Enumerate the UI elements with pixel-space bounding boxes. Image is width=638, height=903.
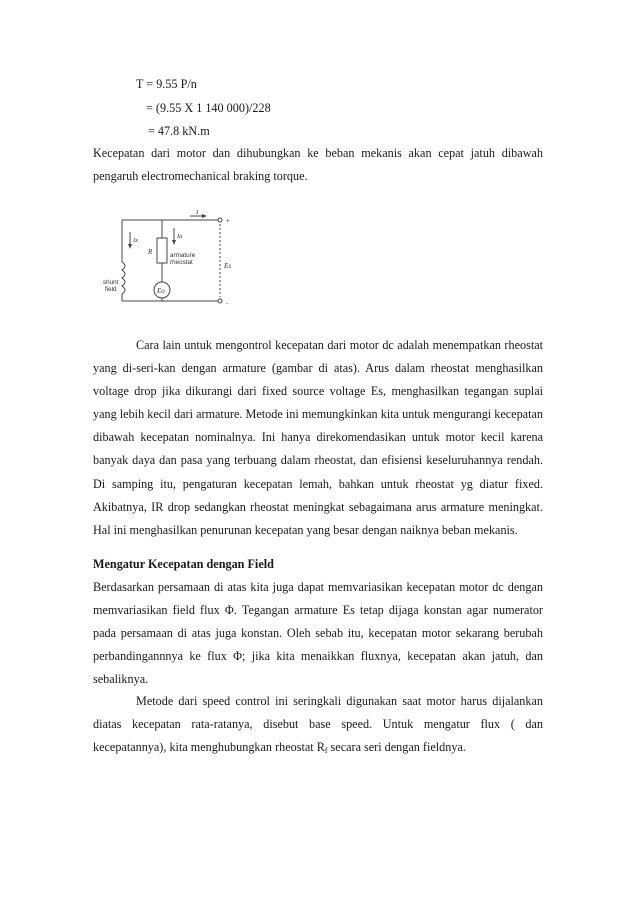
label-minus: - — [226, 300, 229, 307]
equation-line-3: = 47.8 kN.m — [148, 124, 210, 138]
paragraph-braking: Kecepatan dari motor dan dihubungkan ke beban mekanis akan cepat jatuh dibawah pengaruh electromechanical braking torque. — [93, 146, 543, 184]
label-plus: + — [226, 218, 230, 225]
positive-terminal — [218, 218, 222, 222]
label-i: I — [196, 210, 199, 216]
label-ix: Ix — [133, 237, 139, 244]
armature-rheostat — [157, 238, 167, 263]
paragraph-speed-control-main: Metode dari speed control ini seringkali digunakan saat motor harus dijalankan diatas kecepatan rata-ratanya, disebut base speed. Untuk mengatur flux ( dan kecepatannya), kita menghubungkan rheostat R — [93, 694, 543, 755]
circuit-diagram — [100, 210, 250, 310]
equation-line-2: = (9.55 X 1 140 000)/228 — [146, 101, 271, 115]
section-heading: Mengatur Kecepatan dengan Field — [93, 557, 274, 571]
paragraph-armature-rheostat: Cara lain untuk mengontrol kecepatan dari motor dc adalah menempatkan rheostat yang di-seri-kan dengan armature (gambar di atas). Arus dalam rheostat menghasilkan voltage drop jika dikurangi dari fixed source voltage Es, menghasilkan tegangan suplai yang lebih kecil dari armature. Metode ini memungkinkan kita untuk mengurangi kecepatan dibawah kecepatan nominalnya. Ini hanya direkomendasikan untuk motor kecil karena banyak daya dan pasa yang terbuang dalam rheostat, dan efisiensi keseluruhannya rendah. Di samping itu, pengaturan kecepatan lemah, bahkan untuk rheostat yg diatur fixed. Akibatnya, IR drop sedangkan rheostat meningkat sebagaimana arus armature meningkat. Hal ini menghasilkan penurunan kecepatan yang besar dengan naiknya beban mekanis. — [93, 338, 543, 537]
paragraph-speed-control-end: secara seri dengan fieldnya. — [327, 740, 466, 755]
shunt-field-coil — [122, 262, 125, 294]
circuit-svg — [100, 210, 250, 310]
label-ia: Ia — [177, 233, 183, 240]
negative-terminal — [218, 299, 222, 303]
label-r: R — [148, 248, 153, 256]
paragraph-field-flux: Berdasarkan persamaan di atas kita juga dapat memvariasikan kecepatan motor dc dengan memvariasikan field flux Φ. Tegangan armature Es tetap dijaga konstan agar numerator pada persamaan di atas juga konstan. Oleh sebab itu, kecepatan motor sekarang berubah perbandingannnya ke flux Φ; jika kita menaikkan fluxnya, kecepatan akan jatuh, dan sebaliknya. — [93, 580, 543, 687]
label-es: Es — [224, 262, 231, 270]
label-armature: armature — [170, 252, 196, 259]
label-shunt: shunt — [103, 279, 119, 286]
label-eo: Eo — [157, 287, 165, 295]
equation-line-1: T = 9.55 P/n — [136, 77, 197, 91]
label-field: field — [105, 286, 117, 293]
label-rheostat: rheostat — [170, 259, 193, 266]
rf-subscript: f — [324, 746, 328, 756]
paragraph-speed-control — [93, 690, 543, 759]
